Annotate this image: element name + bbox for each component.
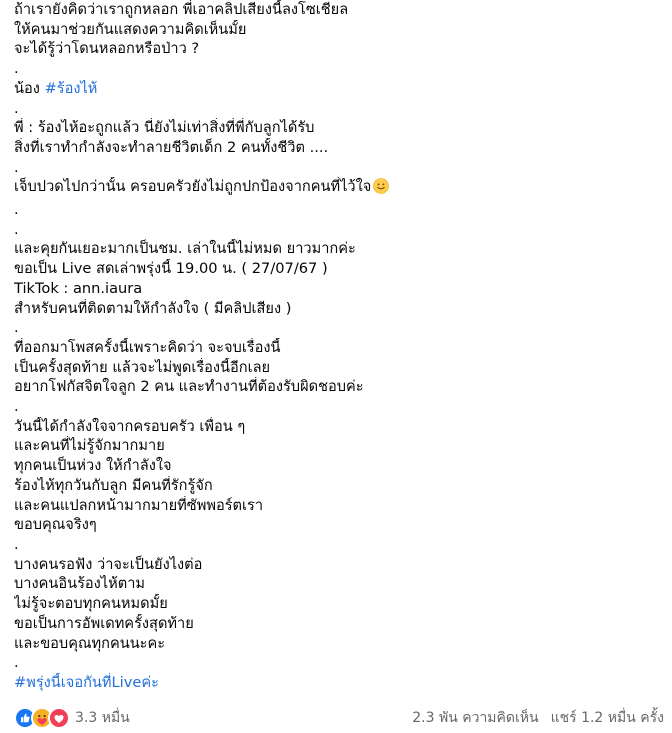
post-line [14,673,664,693]
post-line [14,59,664,79]
post-line [14,653,664,673]
post-line-text: และคนที่ไม่รู้จักมากมาย [14,437,165,455]
post-line-text: ทุกคนเป็นห่วง ให้กำลังใจ [14,457,172,475]
post-line-text: บางคนอินร้องไห้ตาม [14,575,146,593]
post-line [14,574,664,594]
post-line-text: . [14,201,19,219]
post-line-text: พี่ : ร้องไห้อะถูกแล้ว นี่ยังไม่เท่าสิ่งที่พี่กับลูกได้รับ [14,119,315,137]
post-line [14,259,664,279]
post-line [14,456,664,476]
post-line-text: ขอบคุณจริงๆ [14,516,97,534]
post-line [14,515,664,535]
post-line-text: จะได้รู้ว่าโดนหลอกหรือป่าว ? [14,40,200,58]
post-line-text: . [14,654,19,672]
post-line [14,476,664,496]
post-line [14,535,664,555]
post-line-text: ไม่รู้จะตอบทุกคนหมดมั้ย [14,595,168,613]
post-line-text: อยากโฟกัสจิตใจลูก 2 คน และทำงานที่ต้องรับผิดชอบค่ะ [14,378,364,396]
post-line-text: . [14,319,19,337]
post-line-text: . [14,99,19,117]
post-line [14,177,664,200]
post-line-text: ขอเป็น Live สดเล่าพรุ่งนี้ 19.00 น. ( 27/07/67 ) [14,260,328,278]
post-line [14,338,664,358]
post-line [14,358,664,378]
post-line-text: ร้องไห้ทุกวันกับลูก มีคนที่รักรู้จัก [14,476,213,494]
post-line-text: ให้คนมาช่วยกันแสดงความคิดเห็นมั้ย [14,20,247,38]
post-line [14,318,664,338]
post-line-text: น้อง [14,79,45,97]
reaction-summary[interactable] [14,707,130,729]
post-line-text: วันนี้ได้กำลังใจจากครอบครัว เพื่อน ๆ [14,417,246,435]
post-text [14,0,664,693]
post-line [14,0,664,20]
post-line [14,377,664,397]
post-line [14,138,664,158]
post-line [14,299,664,319]
smiling-face-emoji [373,178,389,200]
post-line-text: . [14,220,19,238]
post-line-text: ขอเป็นการอัพเดทครั้งสุดท้าย [14,614,194,632]
post-line-text: TikTok : ann.iaura [14,279,143,297]
post-line-text: . [14,398,19,416]
post-line-text: และคุยกันเยอะมากเป็นชม. เล่าในนี้ไม่หมด ยาวมากค่ะ [14,240,356,258]
post-footer [14,706,664,730]
post-line-text: . [14,158,19,176]
hashtag-link[interactable]: #พรุ่งนี้เจอกันที่Liveค่ะ [14,673,159,691]
post-line [14,39,664,59]
post-line [14,555,664,575]
post-line [14,594,664,614]
post-line-text: สิ่งที่เราทำกำลังจะทำลายชีวิตเด็ก 2 คนทั้งชีวิต .... [14,138,329,156]
post-line [14,200,664,220]
post-line [14,436,664,456]
love-reaction-icon [48,707,70,729]
reaction-count[interactable]: 3.3 หมื่น [75,710,130,726]
post-line [14,220,664,240]
post-line [14,99,664,119]
post-line [14,417,664,437]
post-line-text: และขอบคุณทุกคนนะคะ [14,634,166,652]
post-line-text: เป็นครั้งสุดท้าย แล้วจะไม่พูดเรื่องนี้อีกเลย [14,358,271,376]
post-line-text: เจ็บปวดไปกว่านั้น ครอบครัวยังไม่ถูกปกป้องจากคนที่ไว้ใจ [14,178,372,196]
hashtag-link[interactable]: #ร้องไห้ [44,79,98,97]
post-line [14,20,664,40]
post-line-text: ที่ออกมาโพสครั้งนี้เพราะคิดว่า จะจบเรื่องนี้ [14,338,281,356]
post-line [14,496,664,516]
post-line [14,239,664,259]
post-line [14,118,664,138]
post-line-text: สำหรับคนที่ติดตามให้กำลังใจ ( มีคลิปเสียง ) [14,299,292,317]
post-line [14,79,664,99]
post-line [14,614,664,634]
post-line-text: และคนแปลกหน้ามากมายที่ซัพพอร์ตเรา [14,496,264,514]
post-line [14,397,664,417]
post-line [14,634,664,654]
post-line-text: ถ้าเรายังคิดว่าเราถูกหลอก พี่เอาคลิปเสียงนี้ลงโซเชียล [14,1,349,18]
post-line [14,279,664,299]
share-count[interactable]: แชร์ 1.2 หมื่น ครั้ง [550,710,664,726]
post-line-text: บางคนรอฟัง ว่าจะเป็นยังไงต่อ [14,555,203,573]
post-line-text: . [14,60,19,78]
post-line [14,158,664,178]
comment-count[interactable]: 2.3 พัน ความคิดเห็น [412,710,539,726]
post-line-text: . [14,535,19,553]
